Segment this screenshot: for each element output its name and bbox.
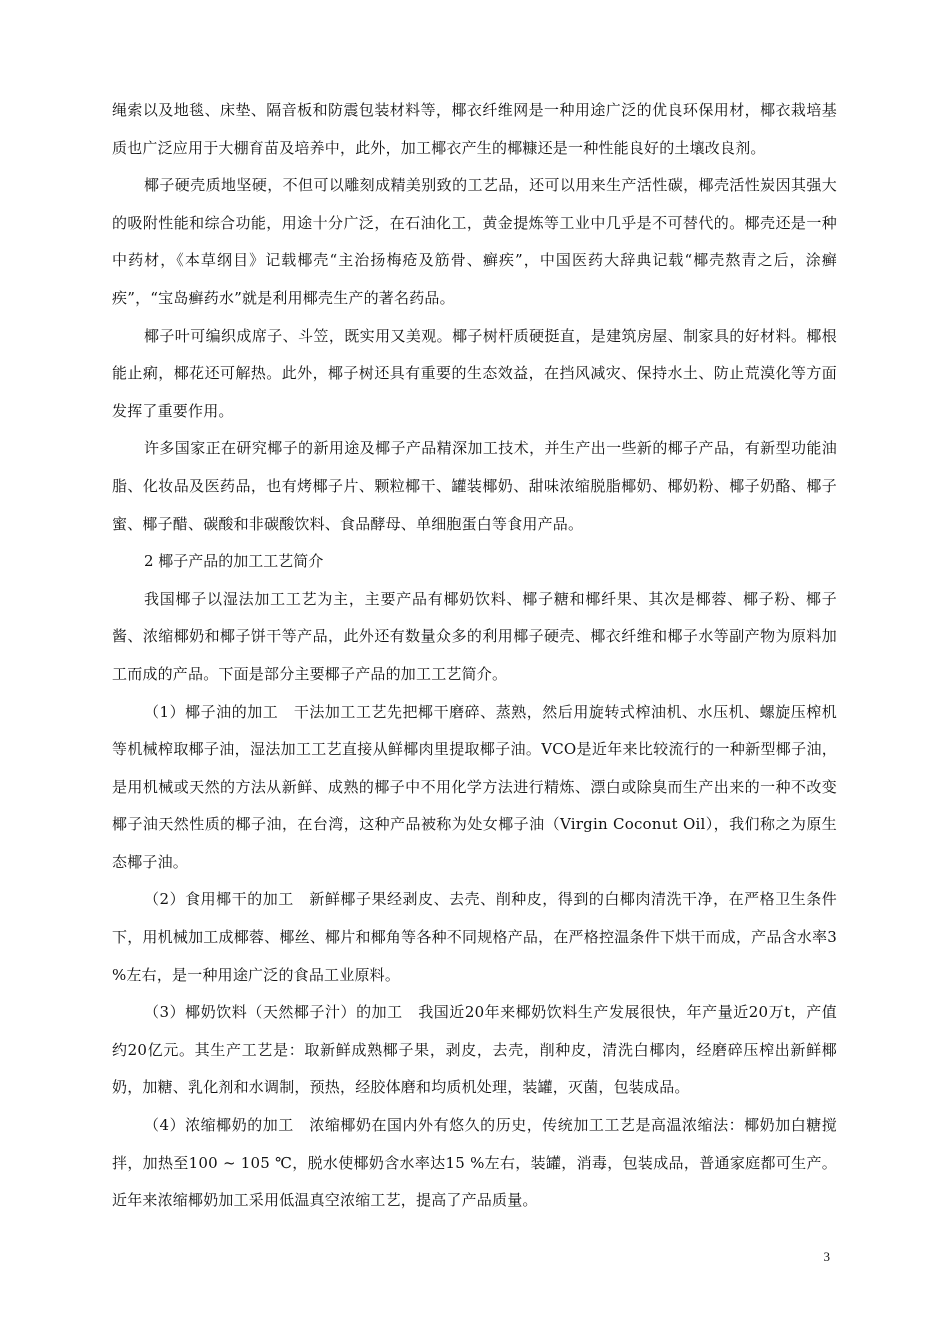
- paragraph-desiccated-coconut: （2）食用椰干的加工 新鲜椰子果经剥皮、去壳、削种皮，得到的白椰肉清洗干净，在严格卫生条件下，用机械加工成椰蓉、椰丝、椰片和椰角等各种不同规格产品，在严格控温条件下烘干而成，产品含水率3 %左右，是一种用途广泛的食品工业原料。: [112, 890, 837, 984]
- page-number: 3: [823, 1249, 830, 1264]
- body-text: [112, 92, 837, 1220]
- paragraph-coconut-milk-drink: （3）椰奶饮料（天然椰子汁）的加工 我国近20年来椰奶饮料生产发展很快，年产量近20万t，产值约20亿元。其生产工艺是：取新鲜成熟椰子果，剥皮，去壳，削种皮，清洗白椰肉，经磨碎压榨出新鲜椰奶，加糖、乳化剂和水调制，预热，经胶体磨和均质机处理，装罐，灭菌，包装成品。: [112, 1003, 837, 1097]
- paragraph-coir-uses: 绳索以及地毯、床垫、隔音板和防震包装材料等，椰衣纤维网是一种用途广泛的优良环保用材，椰衣栽培基质也广泛应用于大棚育苗及培养中，此外，加工椰衣产生的椰糠还是一种性能良好的土壤改良剂。: [112, 101, 837, 157]
- paragraph-coconut-oil: （1）椰子油的加工 干法加工工艺先把椰干磨碎、蒸熟，然后用旋转式榨油机、水压机、螺旋压榨机等机械榨取椰子油，湿法加工工艺直接从鲜椰肉里提取椰子油。VCO是近年来比较流行的一种新型椰子油，是用机械或天然的方法从新鲜、成熟的椰子中不用化学方法进行精炼、漂白或除臭而生产出来的一种不改变椰子油天然性质的椰子油，在台湾，这种产品被称为处女椰子油（Virgin Coconut Oil），我们称之为原生态椰子油。: [112, 702, 837, 871]
- paragraph-new-products: 许多国家正在研究椰子的新用途及椰子产品精深加工技术，并生产出一些新的椰子产品，有新型功能油脂、化妆品及医药品，也有烤椰子片、颗粒椰干、罐装椰奶、甜味浓缩脱脂椰奶、椰奶粉、椰子奶酪、椰子蜜、椰子醋、碳酸和非碳酸饮料、食品酵母、单细胞蛋白等食用产品。: [112, 439, 837, 533]
- paragraph-condensed-coconut-milk: （4）浓缩椰奶的加工 浓缩椰奶在国内外有悠久的历史，传统加工工艺是高温浓缩法：椰奶加白糖搅拌，加热至100 ~ 105 ℃，脱水使椰奶含水率达15 %左右，装罐，消毒，包装成品，普通家庭都可生产。近年来浓缩椰奶加工采用低温真空浓缩工艺，提高了产品质量。: [112, 1116, 837, 1210]
- paragraph-leaves-trunk: 椰子叶可编织成席子、斗笠，既实用又美观。椰子树杆质硬挺直，是建筑房屋、制家具的好材料。椰根能止痢，椰花还可解热。此外，椰子树还具有重要的生态效益，在挡风减灾、保持水土、防止荒漠化等方面发挥了重要作用。: [112, 326, 837, 420]
- paragraph-coconut-shell: 椰子硬壳质地坚硬，不但可以雕刻成精美别致的工艺品，还可以用来生产活性碳，椰壳活性炭因其强大的吸附性能和综合功能，用途十分广泛，在石油化工，黄金提炼等工业中几乎是不可替代的。椰壳还是一种中药材，《本草纲目》记载椰壳“主治扬梅疮及筋骨、癣疾”，中国医药大辞典记载“椰壳熬青之后，涂癣疾”，“宝岛癣药水”就是利用椰壳生产的著名药品。: [112, 176, 837, 307]
- paragraph-processing-overview: 我国椰子以湿法加工工艺为主，主要产品有椰奶饮料、椰子糖和椰纤果、其次是椰蓉、椰子粉、椰子酱、浓缩椰奶和椰子饼干等产品，此外还有数量众多的利用椰子硬壳、椰衣纤维和椰子水等副产物为原料加工而成的产品。下面是部分主要椰子产品的加工工艺简介。: [112, 589, 837, 683]
- section-heading: 2 椰子产品的加工工艺简介: [144, 552, 324, 571]
